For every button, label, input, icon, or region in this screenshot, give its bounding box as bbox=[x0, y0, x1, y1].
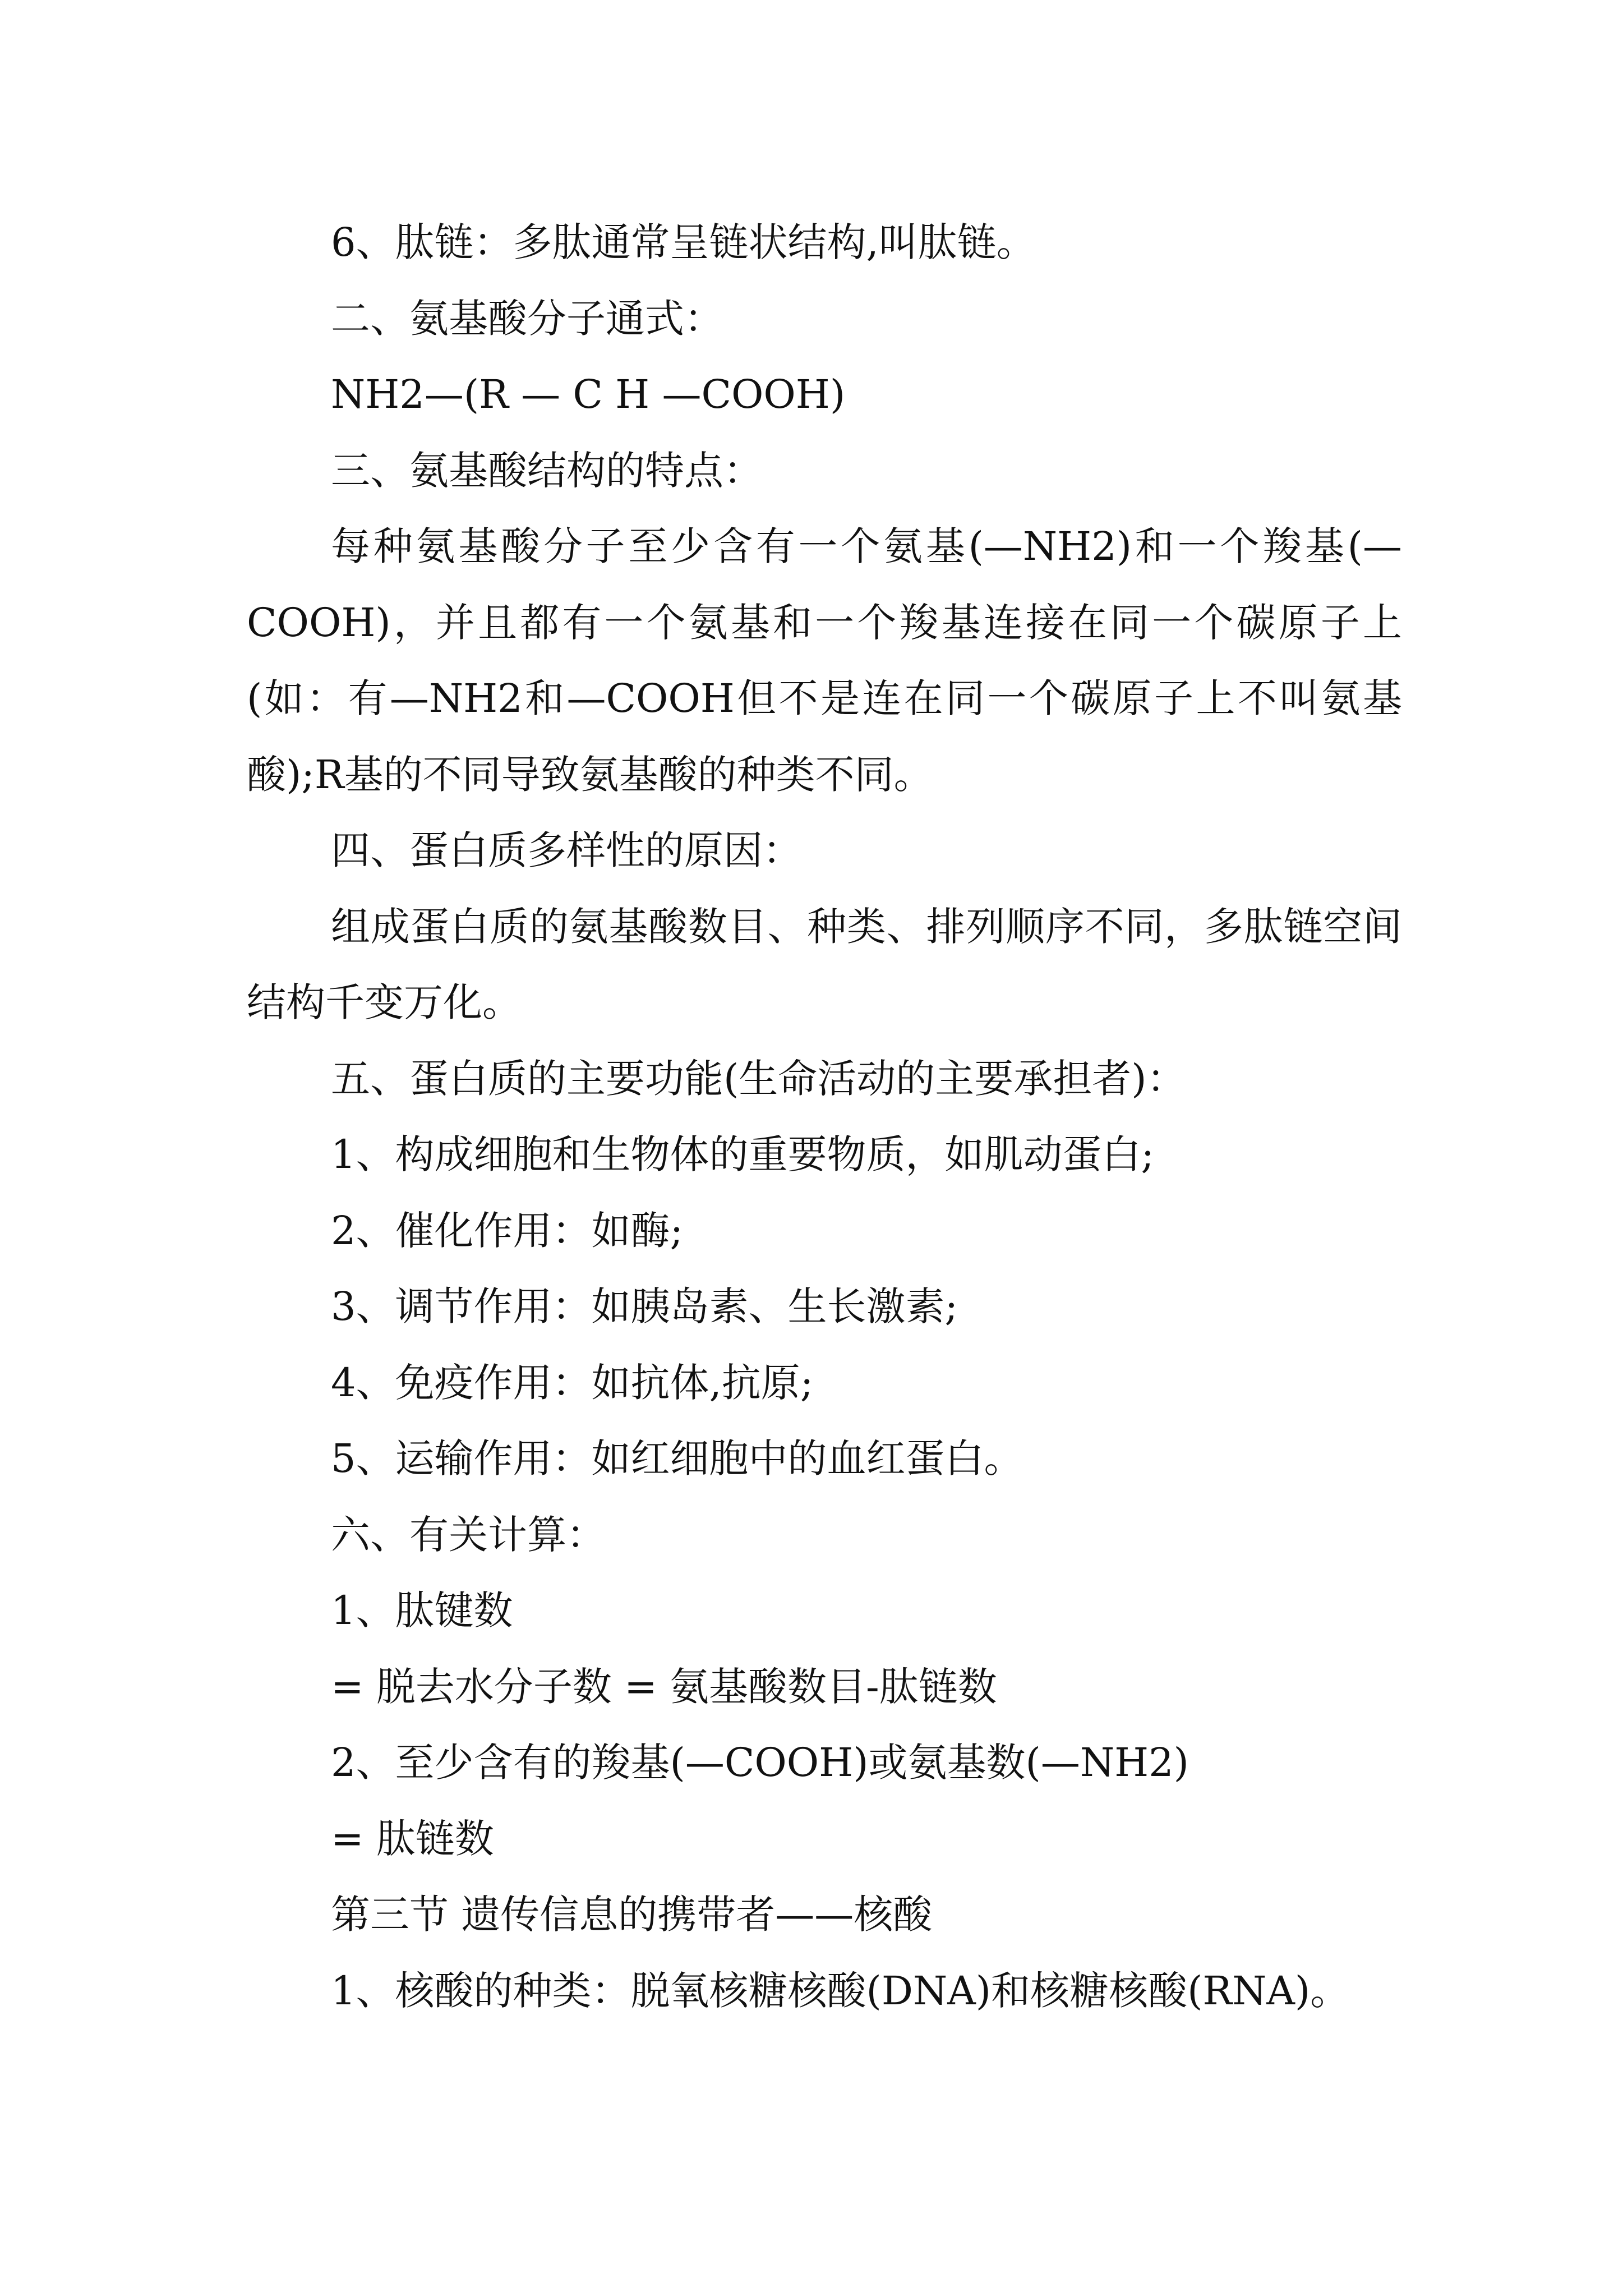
list-item-function-5: 5、运输作用：如红细胞中的血红蛋白。 bbox=[331, 1435, 1023, 1481]
list-item-function-2: 2、催化作用：如酶; bbox=[331, 1207, 684, 1254]
list-item-function-3: 3、调节作用：如胰岛素、生长激素; bbox=[331, 1283, 958, 1329]
heading-protein-diversity: 四、蛋白质多样性的原因： bbox=[331, 827, 802, 873]
list-item-function-4: 4、免疫作用：如抗体,抗原; bbox=[331, 1359, 814, 1406]
document-body bbox=[247, 205, 1402, 2029]
calc-item-2-formula: = 肽链数 bbox=[331, 1815, 494, 1862]
amino-acid-formula: NH2—(R — C H —COOH) bbox=[331, 371, 846, 417]
text-line-peptide-chain: 6、肽链：多肽通常呈链状结构,叫肽链。 bbox=[331, 219, 1036, 265]
paragraph-amino-acid-structure: 每种氨基酸分子至少含有一个氨基(—NH2)和一个羧基(—COOH)，并且都有一个氨基和一个羧基连接在同一个碳原子上(如：有—NH2和—COOH但不是连在同一个碳原子上不叫氨基酸);R基的不同导致氨基酸的种类不同。 bbox=[247, 523, 1402, 798]
calc-item-1: 1、肽键数 bbox=[331, 1588, 513, 1634]
text-line-nucleic-acid-types: 1、核酸的种类：脱氧核糖核酸(DNA)和核糖核酸(RNA)。 bbox=[331, 1967, 1350, 2014]
paragraph-protein-diversity: 组成蛋白质的氨基酸数目、种类、排列顺序不同，多肽链空间结构千变万化。 bbox=[247, 903, 1402, 1025]
heading-amino-acid-structure: 三、氨基酸结构的特点： bbox=[331, 447, 763, 494]
heading-amino-acid-formula: 二、氨基酸分子通式： bbox=[331, 295, 723, 342]
calc-item-2: 2、至少含有的羧基(—COOH)或氨基数(—NH2) bbox=[331, 1740, 1189, 1786]
list-item-function-1: 1、构成细胞和生物体的重要物质，如肌动蛋白; bbox=[331, 1131, 1155, 1177]
calc-item-1-formula: = 脱去水分子数 = 氨基酸数目-肽链数 bbox=[331, 1663, 997, 1710]
section-heading-nucleic-acid: 第三节 遗传信息的携带者——核酸 bbox=[331, 1892, 933, 1938]
heading-protein-functions: 五、蛋白质的主要功能(生命活动的主要承担者)： bbox=[331, 1055, 1186, 1102]
heading-calculations: 六、有关计算： bbox=[331, 1511, 606, 1558]
